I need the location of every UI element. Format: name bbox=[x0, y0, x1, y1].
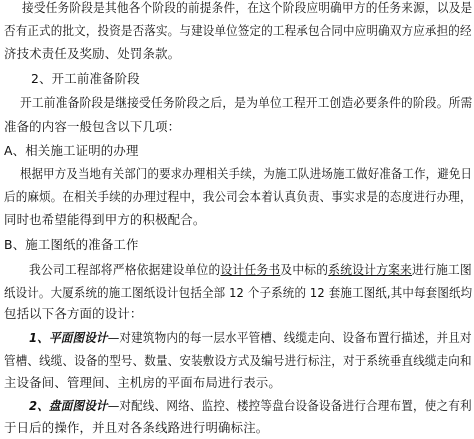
item-title: 2、盘面图设计 bbox=[29, 398, 108, 413]
paragraph-line: 于日后的操作，并且对各条线路进行明确标注。 bbox=[4, 420, 269, 435]
item-title: 1、平面图设计 bbox=[29, 330, 108, 345]
underlined-term: 设计任务书 bbox=[220, 262, 281, 277]
paragraph-line: 准备的内容一般包含以下几项： bbox=[4, 119, 181, 134]
text-run: —对配线、网络、监控、楼控等盘台设备设备进行合理布置，使之有利 bbox=[107, 398, 472, 413]
text-run: 进行施工图 bbox=[412, 262, 472, 277]
paragraph-line: 接受任务阶段是其他各个阶段的前提条件，在这个阶段应明确甲方的任务来源，以及是 bbox=[22, 0, 473, 15]
paragraph-line: 主设备间、管理间、主机房的平面布局进行表示。 bbox=[4, 375, 281, 390]
paragraph-line: 包括以下各方面的设计： bbox=[4, 306, 143, 321]
paragraph-line: 济技术责任及奖励、处罚条款。 bbox=[4, 46, 181, 61]
text-run: —对建筑物内的每一层水平管槽、线缆走向、设备布置行描述，并且对 bbox=[107, 330, 472, 345]
paragraph-line: 根据甲方及当地有关部门的要求办理相关手续，为施工队进场施工做好准备工作，避免日 bbox=[20, 166, 473, 181]
paragraph-line: 后的麻烦。在相关手续的办理过程中，我公司会本着认真负责、事实求是的态度进行办理， bbox=[4, 189, 472, 204]
paragraph-line: 否有正式的批文，投资是否落实。与建设单位签定的工程承包合同中应明确双方应承担的经 bbox=[4, 23, 472, 38]
section-heading: 2、开工前准备阶段 bbox=[31, 71, 140, 86]
text-run: 我公司工程部将严格依据建设单位的 bbox=[29, 262, 221, 277]
paragraph-line bbox=[29, 398, 472, 414]
paragraph-line bbox=[29, 330, 472, 346]
subsection-heading: A、相关施工证明的办理 bbox=[4, 143, 139, 158]
underlined-term: 系统设计方案来 bbox=[328, 262, 413, 277]
paragraph-line: 管槽、线缆、设备的型号、数量、安装敷设方式及编号进行标注，对于系统垂直线缆走向和 bbox=[4, 353, 472, 368]
text-run: 及中标的 bbox=[280, 262, 329, 277]
paragraph-line: 开工前准备阶段是继接受任务阶段之后，是为单位工程开工创造必要条件的阶段。所需 bbox=[20, 95, 473, 110]
paragraph-line: 同时也希望能得到甲方的积极配合。 bbox=[4, 212, 206, 227]
paragraph-line: 纸设计。大厦系统的施工图纸设计包括全部 12 个子系统的 12 套施工图纸,其中每套图纸均 bbox=[4, 285, 473, 300]
subsection-heading: B、施工图纸的准备工作 bbox=[4, 237, 139, 252]
paragraph-line bbox=[29, 262, 472, 278]
